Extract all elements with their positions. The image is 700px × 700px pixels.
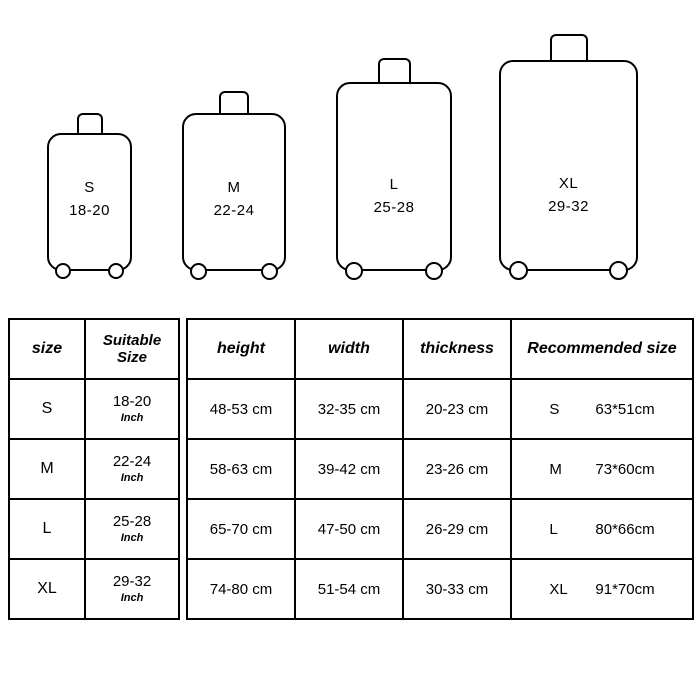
table-header-row bbox=[187, 319, 693, 379]
cell-suitable bbox=[85, 559, 179, 619]
column-header-suitable-size bbox=[85, 319, 179, 379]
cell-height: 48-53 cm bbox=[187, 379, 295, 439]
cell-thickness: 30-33 cm bbox=[403, 559, 511, 619]
cell-recommended bbox=[511, 499, 693, 559]
cell-size: M bbox=[9, 439, 85, 499]
size-suitable-table bbox=[8, 318, 180, 620]
cell-suitable-unit: Inch bbox=[120, 531, 144, 544]
cell-recommended-value: 80*66cm bbox=[595, 520, 655, 538]
wheel-icon bbox=[345, 262, 363, 280]
table-row bbox=[9, 499, 179, 559]
wheel-icon bbox=[425, 262, 443, 280]
table-row bbox=[9, 439, 179, 499]
cell-thickness: 23-26 cm bbox=[403, 439, 511, 499]
cell-suitable-unit: Inch bbox=[120, 411, 144, 424]
suitcase-m-range: 22-24 bbox=[213, 202, 255, 220]
suitcase-l-size: L bbox=[389, 176, 399, 193]
cell-thickness: 20-23 cm bbox=[403, 379, 511, 439]
suitcase-m-label bbox=[182, 176, 286, 223]
column-header-size: size bbox=[9, 319, 85, 379]
table-row bbox=[9, 379, 179, 439]
cell-recommended-label: L bbox=[549, 520, 558, 538]
cell-suitable-unit: Inch bbox=[120, 471, 144, 484]
cell-recommended-value: 63*51cm bbox=[595, 400, 655, 418]
column-header-thickness: thickness bbox=[403, 319, 511, 379]
cell-recommended bbox=[511, 559, 693, 619]
table-row bbox=[187, 499, 693, 559]
suitcase-handle-icon bbox=[378, 58, 411, 84]
cell-suitable bbox=[85, 439, 179, 499]
column-header-suitable-line1: Suitable bbox=[102, 331, 162, 349]
cell-recommended-label: XL bbox=[549, 580, 568, 598]
suitcase-s-range: 18-20 bbox=[69, 202, 110, 220]
table-row bbox=[187, 379, 693, 439]
wheel-icon bbox=[190, 263, 207, 280]
cell-size: XL bbox=[9, 559, 85, 619]
cell-height: 74-80 cm bbox=[187, 559, 295, 619]
suitcase-handle-icon bbox=[219, 91, 249, 115]
wheel-icon bbox=[509, 261, 528, 280]
wheel-icon bbox=[55, 263, 71, 279]
suitcase-s bbox=[47, 133, 132, 271]
suitcase-xl-label bbox=[499, 172, 638, 219]
cell-size: S bbox=[9, 379, 85, 439]
column-header-suitable-line2: Size bbox=[116, 349, 147, 366]
cell-width: 32-35 cm bbox=[295, 379, 403, 439]
wheel-icon bbox=[108, 263, 124, 279]
wheel-icon bbox=[261, 263, 278, 280]
suitcase-handle-icon bbox=[77, 113, 103, 135]
suitcase-s-label bbox=[47, 176, 132, 223]
cell-suitable-value: 22-24 bbox=[112, 453, 152, 471]
cell-suitable bbox=[85, 379, 179, 439]
cell-suitable-value: 18-20 bbox=[112, 393, 152, 411]
cell-suitable-value: 29-32 bbox=[112, 573, 152, 591]
cell-recommended bbox=[511, 379, 693, 439]
cell-recommended-value: 91*70cm bbox=[595, 580, 655, 598]
suitcase-l bbox=[336, 82, 452, 271]
wheel-icon bbox=[609, 261, 628, 280]
suitcase-m-size: M bbox=[227, 179, 241, 196]
suitcase-s-size: S bbox=[84, 179, 95, 196]
column-header-recommended-size: Recommended size bbox=[511, 319, 693, 379]
table-row bbox=[9, 559, 179, 619]
cell-recommended-label: S bbox=[549, 400, 560, 418]
cell-suitable-unit: Inch bbox=[120, 591, 144, 604]
table-row bbox=[187, 439, 693, 499]
suitcase-xl-size: XL bbox=[558, 175, 579, 192]
dimensions-table bbox=[186, 318, 694, 620]
suitcase-xl-range: 29-32 bbox=[548, 198, 589, 216]
cell-width: 51-54 cm bbox=[295, 559, 403, 619]
luggage-size-illustration bbox=[0, 0, 700, 300]
cell-height: 58-63 cm bbox=[187, 439, 295, 499]
cell-recommended bbox=[511, 439, 693, 499]
cell-recommended-label: M bbox=[549, 460, 562, 478]
cell-suitable-value: 25-28 bbox=[112, 513, 152, 531]
cell-width: 39-42 cm bbox=[295, 439, 403, 499]
cell-thickness: 26-29 cm bbox=[403, 499, 511, 559]
suitcase-body bbox=[499, 60, 638, 271]
suitcase-l-label bbox=[336, 173, 452, 220]
cell-height: 65-70 cm bbox=[187, 499, 295, 559]
column-header-width: width bbox=[295, 319, 403, 379]
table-header-row bbox=[9, 319, 179, 379]
suitcase-xl bbox=[499, 60, 638, 271]
column-header-height: height bbox=[187, 319, 295, 379]
suitcase-handle-icon bbox=[550, 34, 588, 62]
suitcase-l-range: 25-28 bbox=[373, 199, 415, 217]
cell-recommended-value: 73*60cm bbox=[595, 460, 655, 478]
table-row bbox=[187, 559, 693, 619]
cell-suitable bbox=[85, 499, 179, 559]
suitcase-m bbox=[182, 113, 286, 271]
cell-size: L bbox=[9, 499, 85, 559]
cell-width: 47-50 cm bbox=[295, 499, 403, 559]
